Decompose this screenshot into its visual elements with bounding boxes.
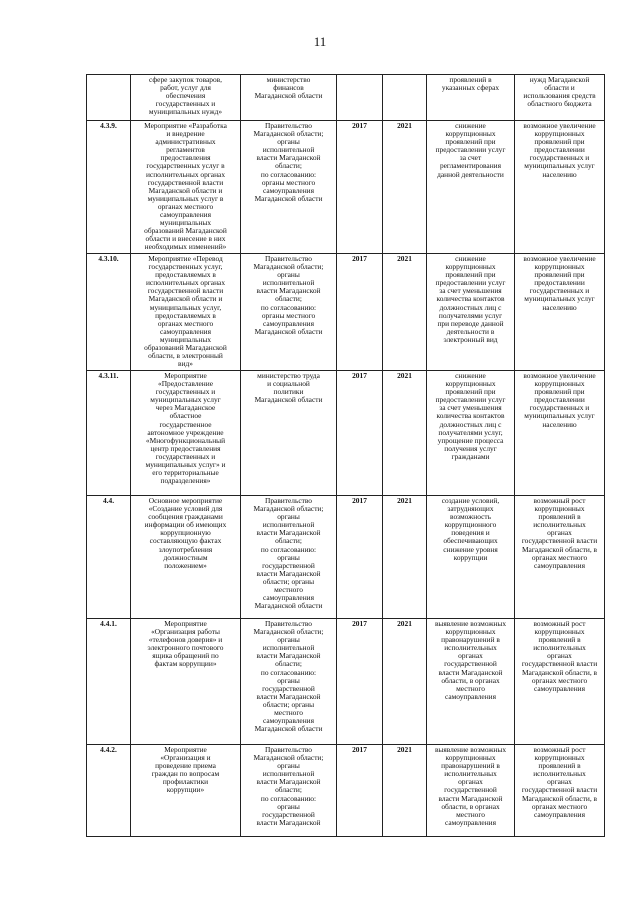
table-row (87, 619, 605, 745)
expected-result: проявлений в указанных сферах (427, 75, 515, 121)
non-implementation-effect: нужд Магаданской области и использования средств областного бюджета (515, 75, 605, 121)
executor: Правительство Магаданской области; органы исполнительной власти Магаданской области; по согласованию: органы местного самоуправления Магаданской области (241, 254, 337, 371)
row-number: 4.4.1. (87, 619, 131, 745)
row-number: 4.3.11. (87, 371, 131, 496)
row-number (87, 75, 131, 121)
row-number: 4.3.9. (87, 121, 131, 254)
row-number: 4.4. (87, 496, 131, 619)
expected-result: снижение коррупционных проявлений при предоставлении услуг за счет уменьшения количества контактов должностных лиц с получателями услуг, упрощение процесса получения услуг гражданами (427, 371, 515, 496)
non-implementation-effect: возможное увеличение коррупционных проявлений при предоставлении государственных и муниципальных услуг населению (515, 371, 605, 496)
table-row (87, 254, 605, 371)
start-year (337, 75, 383, 121)
start-year: 2017 (337, 496, 383, 619)
measures-table (86, 74, 605, 837)
executor: Правительство Магаданской области; органы исполнительной власти Магаданской области; по согласованию: органы местного самоуправления Магаданской области (241, 121, 337, 254)
table-row (87, 745, 605, 837)
table-row (87, 371, 605, 496)
end-year: 2021 (383, 254, 427, 371)
end-year: 2021 (383, 496, 427, 619)
start-year: 2017 (337, 619, 383, 745)
non-implementation-effect: возможный рост коррупционных проявлений в исполнительных органах государственной власти Магаданской области, в органах местного самоуправления (515, 619, 605, 745)
non-implementation-effect: возможное увеличение коррупционных проявлений при предоставлении государственных и муниципальных услуг населению (515, 254, 605, 371)
non-implementation-effect: возможный рост коррупционных проявлений в исполнительных органах государственной власти Магаданской области, в органах местного самоуправления (515, 745, 605, 837)
measure-name: сфере закупок товаров, работ, услуг для обеспечения государственных и муниципальных нужд» (131, 75, 241, 121)
measure-name: Мероприятие «Предоставление государственных и муниципальных услуг через Магаданское областное государственное автономное учреждение «Многофункциональный центр предоставления государственных и муниципальных услуг» и его территориальные подразделения» (131, 371, 241, 496)
end-year (383, 75, 427, 121)
row-number: 4.3.10. (87, 254, 131, 371)
expected-result: снижение коррупционных проявлений при предоставлении услуг за счет регламентирования данной деятельности (427, 121, 515, 254)
end-year: 2021 (383, 745, 427, 837)
expected-result: снижение коррупционных проявлений при предоставлении услуг за счет уменьшения количества контактов должностных лиц с получателями услуг при переводе данной деятельности в электронный вид (427, 254, 515, 371)
start-year: 2017 (337, 745, 383, 837)
measure-name: Мероприятие «Организация работы «телефонов доверия» и электронного почтового ящика обращений по фактам коррупции» (131, 619, 241, 745)
executor: Правительство Магаданской области; органы исполнительной власти Магаданской области; по согласованию: органы государственной власти Магаданской области; органы местного самоуправления Магаданской области (241, 496, 337, 619)
end-year: 2021 (383, 121, 427, 254)
end-year: 2021 (383, 371, 427, 496)
end-year: 2021 (383, 619, 427, 745)
table-row (87, 121, 605, 254)
measure-name: Основное мероприятие «Создание условий для сообщения гражданами информации об имеющих коррупционную составляющую фактах злоупотребления должностным положением» (131, 496, 241, 619)
table-row (87, 75, 605, 121)
expected-result: выявление возможных коррупционных правонарушений в исполнительных органах государственной власти Магаданской области, в органах местного самоуправления (427, 745, 515, 837)
measure-name: Мероприятие «Организация и проведение приема граждан по вопросам профилактики коррупции» (131, 745, 241, 837)
executor: Правительство Магаданской области; органы исполнительной власти Магаданской области; по согласованию: органы государственной власти Магаданской области; органы местного самоуправления Магаданской области (241, 619, 337, 745)
expected-result: создание условий, затрудняющих возможность коррупционного поведения и обеспечивающих снижение уровня коррупции (427, 496, 515, 619)
executor: министерство финансов Магаданской области (241, 75, 337, 121)
start-year: 2017 (337, 254, 383, 371)
measure-name: Мероприятие «Разработка и внедрение административных регламентов предоставления государственных услуг в исполнительных органах государственной власти Магаданской области и муниципальных услуг в органах местного самоуправления муниципальных образований Магаданской области и внесение в них необходимых изменений» (131, 121, 241, 254)
row-number: 4.4.2. (87, 745, 131, 837)
executor: министерство труда и социальной политики Магаданской области (241, 371, 337, 496)
non-implementation-effect: возможный рост коррупционных проявлений в исполнительных органах государственной власти Магаданской области, в органах местного самоуправления (515, 496, 605, 619)
measure-name: Мероприятие «Перевод государственных услуг, предоставляемых в исполнительных органах государственной власти Магаданской области и муниципальных услуг, предоставляемых в органах местного самоуправления муниципальных образований Магаданской области, в электронный вид» (131, 254, 241, 371)
table-row (87, 496, 605, 619)
start-year: 2017 (337, 121, 383, 254)
executor: Правительство Магаданской области; органы исполнительной власти Магаданской области; по согласованию: органы государственной власти Магаданской (241, 745, 337, 837)
page-number: 11 (313, 34, 327, 49)
start-year: 2017 (337, 371, 383, 496)
non-implementation-effect: возможное увеличение коррупционных проявлений при предоставлении государственных и муниципальных услуг населению (515, 121, 605, 254)
expected-result: выявление возможных коррупционных правонарушений в исполнительных органах государственной власти Магаданской области, в органах местного самоуправления (427, 619, 515, 745)
